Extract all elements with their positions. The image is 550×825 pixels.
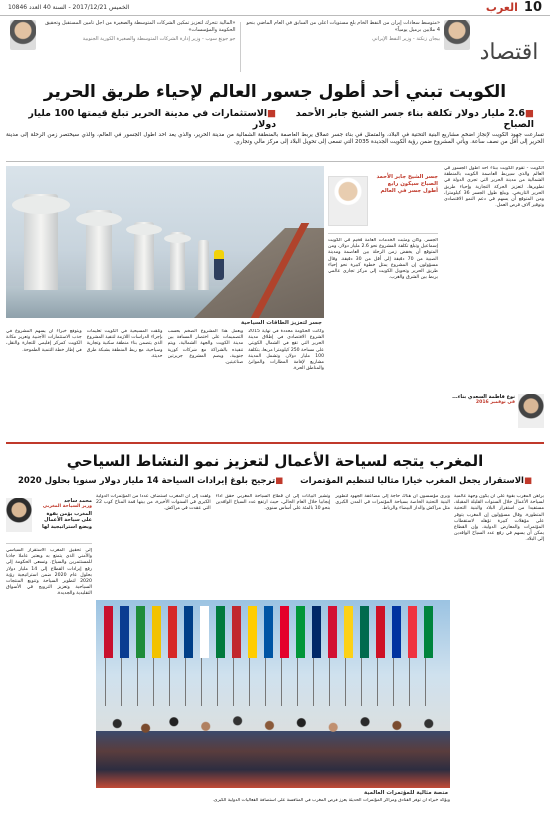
person-photo (328, 176, 368, 226)
side-quote-name: نوع فاطمة السعدي بناء... (452, 394, 515, 400)
flag (248, 606, 257, 658)
article-column: إلى تحقيق المغرب الاستقرار السياسي والأمني الذي يتمتع به ويعتبر عاملا جاذبا للمستثمرين والسياح. وتسعى الحكومة إلى رفع إيرادات القطاع إلى 14 مليار دولار بحلول عام 2020 ضمن استراتيجية رؤية 2020 لتطوير السياحة وتنويع المنتجات السياحية وتعزيز الترويج في الأسواق التقليدية والجديدة. (6, 548, 92, 597)
flag (136, 606, 145, 658)
article-column: ويتوقع خبراء أن يسهم المشروع في جذب الاستثمارات الأجنبية وتعزيز مكانة الكويت كمركز إقليمي للتجارة والنقل، في إطار خطة التنمية الطموحة. (6, 329, 82, 353)
flag (408, 606, 417, 658)
story2-subhead-2: ■ ترجيح بلوغ إيرادات السياحة 14 مليار دولار سنويا بحلول 2020 (18, 476, 283, 490)
page-number: 10 (523, 0, 542, 15)
person-photo (444, 20, 470, 50)
strip-quote-author: بيجان زنكنة - وزير النفط الإيراني (372, 36, 440, 42)
flag (168, 606, 177, 658)
strip-quote-text: «المالية تتحرك لتعزيز تمكين الشركات المتوسطة والصغيرة من أجل تأمين المستقبل وتحقيق الحكومة والمؤسسات» (45, 20, 236, 33)
flag (328, 606, 337, 658)
pillar-cap (126, 224, 162, 235)
story2-columns (96, 494, 450, 598)
story2-subhead-1: ■ الاستقرار يجعل المغرب خيارا مثاليا لتنظيم المؤتمرات (300, 476, 532, 490)
quote-strip (6, 18, 544, 76)
article-column: ويؤكد خبراء أن توفر الفنادق ومراكز المؤتمرات الحديثة يعزز فرص المغرب في المنافسة على استضافة الفعاليات الدولية الكبرى. (212, 798, 450, 803)
article-column: وتشير البيانات إلى أن قطاع السياحة المغربي حقق أداء إيجابيا خلال العام الحالي، حيث ارتفع عدد السياح الوافدين بنحو 10 بالمئة على أساس سنوي. (215, 494, 331, 512)
bridge-photo (6, 166, 324, 318)
article-column: ويرى مؤسسون أن هناك حاجة إلى مضاعفة الجهود لتطوير البنية التحتية الخاصة بسياحة المؤتمرات في المدن الكبرى مثل مراكش والدار البيضاء والرباط. (335, 494, 450, 512)
story1-headline: الكويت تبني أحد أطول جسور العالم لإحياء طريق الحرير (43, 82, 507, 102)
pull-quote (328, 166, 438, 234)
story-divider (6, 442, 544, 444)
column-divider (240, 22, 241, 72)
story1-subhead-2: ■ الاستثمارات في مدينة الحرير تبلغ قيمتها 100 مليار دولار (16, 108, 276, 124)
person-photo (10, 20, 36, 50)
story2-headline: المغرب يتجه لسياحة الأعمال لتعزيز نمو النشاط السياحي (66, 452, 484, 470)
side-quote-role: في نوفمبر 2016 (475, 400, 515, 406)
photo-caption: منصة مثالية للمؤتمرات العالمية (364, 790, 448, 796)
flag (104, 606, 113, 658)
bridge-pillar (198, 240, 209, 290)
construction-worker (214, 250, 224, 280)
side-quote-text: المغرب يؤمن بقوة على سياحة الأعمال ويضع استراتيجية لها (42, 510, 92, 530)
article-column: يراهن المغرب بقوة على أن يكون وجهة عالمية لسياحة الأعمال خلال السنوات القليلة المقبلة، مستفيدا من استقرار البلاد والبنية التحتية المتطورة. وقال مسؤولون إن المغرب يتوفر على مؤهلات كبيرة تؤهله لاستقطاب المؤتمرات والمعارض الدولية، وإن القطاع يمكن أن يسهم في رفع عدد السياح الوافدين إلى البلاد. (454, 494, 544, 543)
pillar-cap (76, 212, 122, 226)
side-quote-role: وزير السياحة المغربي (42, 504, 92, 510)
strip-quote-author: جو جونغ سوب - وزير إدارة الشركات المتوسطة والصغيرة الكورية الجنوبية (82, 36, 236, 42)
story1-side (328, 166, 544, 436)
story1-columns (6, 329, 324, 437)
story1-subheads (6, 108, 544, 130)
flag (232, 606, 241, 658)
strip-quote-text: «متوسط سعادات إيران من النفط الخام بلغ مستويات أعلى من السابق في العام الماضي بنحو 4 ملايين برميل يومياً» (246, 20, 440, 33)
top-bar (0, 0, 550, 16)
person-photo (6, 498, 32, 532)
conference-photo (96, 600, 450, 788)
article-column: ويعمل هذا المشروع الضخم بحسب التصميمات على اختصار المسافة بين مدينة الكويت والجهة الشمالية، ويتم تنفيذه بالشراكة مع شركات كورية جنوبية، ويضم المشروع جزيرتين صناعيتين. (167, 329, 244, 366)
article-column: الجسر. وكان ومثبت الخدمات العامة فخيم في الكويت إسماعيل وتبلغ تكلفة المشروع نحو 2.6 مليار دولار، ومن المتوقع أن يخفض زمن الرحلة بين العاصمة ومدينة الصبية من 70 دقيقة إلى أقل من 30 دقيقة. وقال مسؤولون إن المشروع يمثل خطوة كبيرة نحو إحياء طريق الحرير وتحويل الكويت إلى مركز تجاري عالمي يربط بين الشرق والغرب. (328, 238, 438, 281)
flag (360, 606, 369, 658)
photo-caption: جسر لتعزيز الطاقات السياحية (240, 320, 322, 326)
flag (344, 606, 353, 658)
pull-quote-text: جسر الشيخ جابر الأحمد الصباح سيكون رابع أطول جسر في العالم (376, 174, 438, 194)
brand-logo: العرب (485, 1, 518, 14)
article-column: الكويت - تقوم الكويت ببناء أحد أطول الجسور في العالم والذي سيربط العاصمة الكويت بالمنطقة الشمالية من مدينة الحرير التي تجري الدولة في تطويرها، لتعزيز الحركة التجارية وإحياء طريق الحرير التاريخي. ويبلغ طول الجسر 36 كيلومترا، ومن المتوقع أن يسهم في دعم النمو الاقتصادي وتوفير آلاف فرص العمل. (444, 166, 544, 209)
flag (120, 606, 129, 658)
flag (216, 606, 225, 658)
story1-intro: تسارعت جهود الكويت لإنجاز أضخم مشاريع البنية التحتية في البلاد، والمتمثل في بناء جسر عملاق يربط العاصمة بالمنطقة الشمالية من مدينة الحرير، والذي يعد أحد أطول الجسور في العالم، والذي سيختصر زمن الرحلة إلى مدينة الحرير إلى أقل من نصف ساعة. ويأتي المشروع ضمن رؤية الكويت الجديدة 2035 التي تسعى إلى تحويل البلاد إلى مركز مالي وتجاري. (6, 132, 544, 162)
side-quote-name: محمد ساجد (64, 498, 92, 504)
crowd (96, 696, 450, 788)
pillar-cap (12, 196, 70, 214)
pillar-cap (164, 234, 191, 243)
flag (312, 606, 321, 658)
section-title: اقتصاد (479, 40, 539, 65)
strip-quote-2 (6, 18, 240, 76)
flag (296, 606, 305, 658)
flag (424, 606, 433, 658)
strip-quote-1 (241, 18, 475, 76)
story2-subheads (6, 476, 544, 490)
story1-subhead-1: ■ 2.6 مليار دولار تكلفة بناء جسر الشيخ جابر الأحمد الصباح (276, 108, 534, 124)
flag (392, 606, 401, 658)
person-photo (518, 394, 544, 428)
flag (200, 606, 209, 658)
flag (264, 606, 273, 658)
article-column: ولفت إلى أن المغرب استضاف عددا من المؤتمرات الدولية الكبرى في السنوات الأخيرة، من بينها قمة المناخ كوب 22 التي عقدت في مراكش. (95, 494, 211, 512)
flag (376, 606, 385, 658)
side-quote (444, 394, 544, 436)
side-quote (6, 494, 92, 544)
water-surface (6, 286, 226, 318)
flag (152, 606, 161, 658)
article-column: وتلقت المسيحية في الكويت تعليمات بإجراء الدراسات اللازمة لتنفيذ المشروع الذي يتضمن بناء منطقة سكنية وتجارية وسياحية، مع ربط المنطقة بشبكة طرق حديثة. (86, 329, 163, 359)
issue-date: الخميس 2017/12/21 - السنة 40 العدد 10846 (8, 4, 130, 11)
article-column: وكانت الحكومة محددة في نهاية 2015 الشروع الاقتصادي في إطلاق مدينة الحرير التي تقع في الشمال الكويتي على مساحة 250 كيلومترا مربعا، بتكلفة 100 مليار دولار، وتشمل المدينة مشاريع لإقامة المطارات والموانئ والمناطق الحرة. (248, 329, 324, 372)
flag (184, 606, 193, 658)
flag (280, 606, 289, 658)
